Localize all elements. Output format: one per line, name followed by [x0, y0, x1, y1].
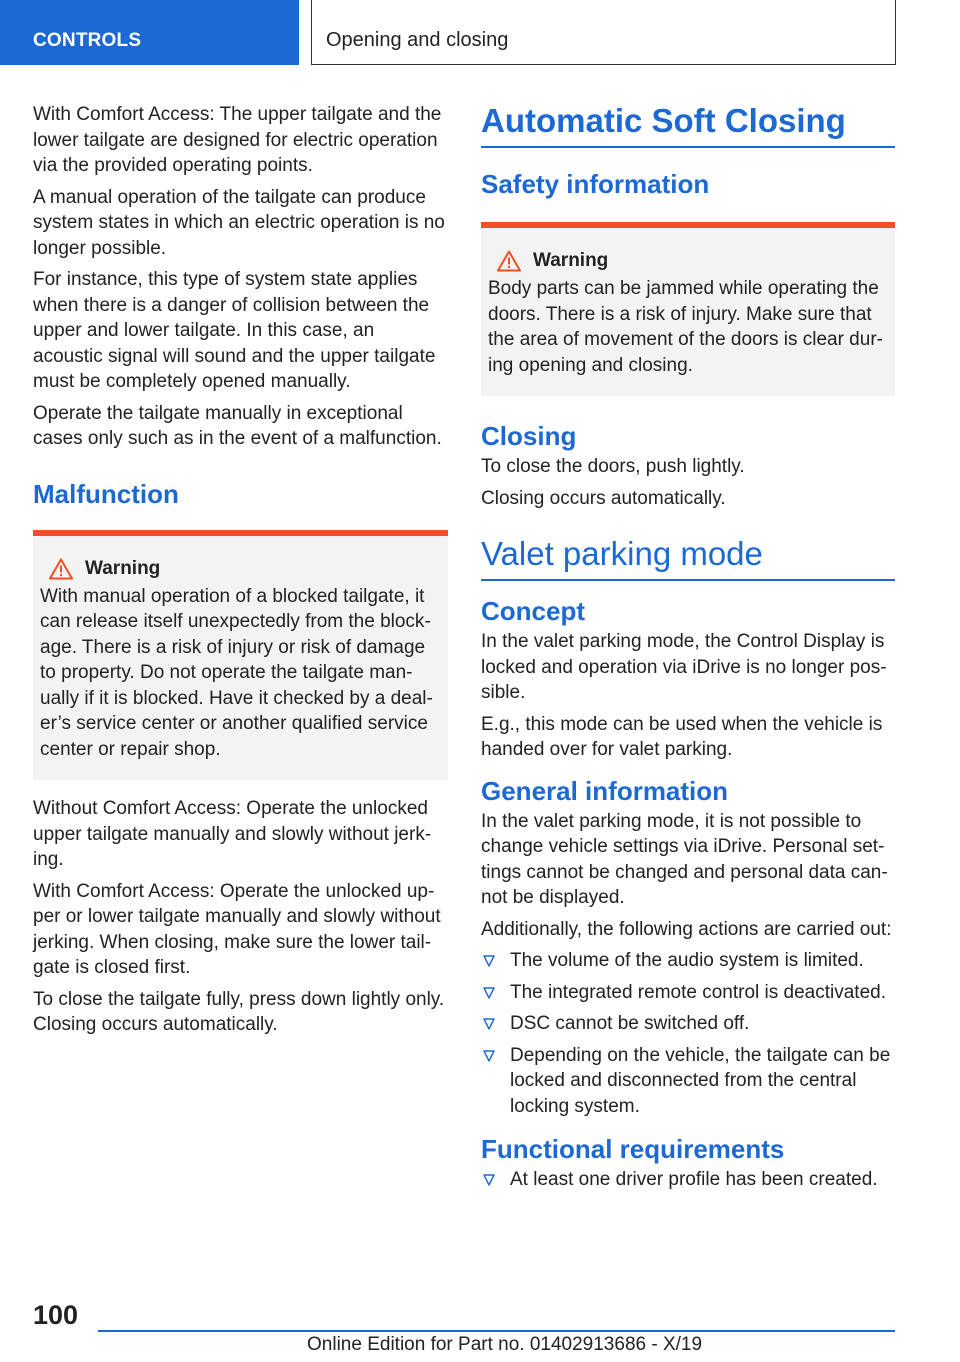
concept-heading: Concept [481, 596, 585, 626]
paragraph: Closing occurs automatically. [481, 487, 726, 509]
paragraph: With Comfort Access: Operate the unlocked upper or lower tailgate manually and slowly without jerking. When closing, make sure the lower tailgate is closed first. [33, 880, 441, 978]
header-section-tab [0, 0, 299, 65]
warning-box [33, 530, 448, 781]
malfunction-heading: Malfunction [33, 478, 179, 509]
warning-box [481, 222, 895, 396]
warning-text: Body parts can be jammed while operating the doors. There is a risk of injury. Make sure that the area of movement of the doors is clear during opening and closing. [488, 278, 883, 376]
bullet-triangle-icon [483, 955, 495, 967]
header-section-label: CONTROLS [33, 30, 142, 51]
header-chapter-label: Opening and closing [326, 29, 509, 51]
valet-parking-mode-heading: Valet parking mode [481, 533, 895, 581]
list-item-text: DSC cannot be switched off. [510, 1013, 750, 1034]
paragraph: To close the tailgate fully, press down lightly only. Closing occurs automatically. [33, 988, 445, 1035]
list-item-text: At least one driver profile has been created. [510, 1169, 878, 1190]
warning-triangle-icon [497, 250, 521, 272]
list-item [481, 1043, 895, 1120]
list-item-text: Depending on the vehicle, the tailgate can be locked and disconnected from the central locking system. [510, 1044, 891, 1117]
bullet-triangle-icon [483, 1018, 495, 1030]
footer-edition: Online Edition for Part no. 01402913686 - X/19 [307, 1334, 703, 1355]
bullet-triangle-icon [483, 1174, 495, 1186]
paragraph: Operate the tailgate manually in exceptional cases only such as in the event of a malfunction. [33, 402, 442, 449]
paragraph: For instance, this type of system state applies when there is a danger of collision between the upper and lower tailgate. In this case, an acoustic signal will sound and the upper tailgate must be completely opened manually. [33, 269, 436, 392]
warning-text: With manual operation of a blocked tailgate, it can release itself unexpectedly from the blockage. There is a risk of injury or risk of damage to property. Do not operate the tailgate manually if it is blocked. Have it checked by a dealer’s service center or another qualified service center or repair shop. [40, 585, 433, 760]
page-number: 100 [33, 1300, 79, 1330]
bullet-triangle-icon [483, 987, 495, 999]
safety-information-heading: Safety information [481, 169, 710, 199]
list-item [481, 1167, 895, 1193]
paragraph: To close the doors, push lightly. [481, 456, 745, 477]
general-information-heading: General information [481, 775, 729, 806]
bullet-triangle-icon [483, 1050, 495, 1062]
paragraph: In the valet parking mode, it is not possible to change vehicle settings via iDrive. Personal settings cannot be changed and personal data cannot be displayed. [481, 810, 888, 908]
functional-requirements-heading: Functional requirements [481, 1134, 785, 1164]
right-column [481, 100, 895, 1199]
warning-triangle-icon [49, 558, 73, 580]
paragraph: In the valet parking mode, the Control Display is locked and operation via iDrive is no longer possible. [481, 631, 887, 703]
footer-divider [98, 1330, 895, 1332]
requirements-list [481, 1167, 895, 1193]
paragraph: Without Comfort Access: Operate the unlocked upper tailgate manually and slowly without jerking. [33, 798, 432, 870]
left-column [33, 102, 448, 1044]
header-chapter-box [311, 0, 896, 65]
list-item-text: The integrated remote control is deactivated. [510, 981, 886, 1003]
paragraph: A manual operation of the tailgate can produce system states in which an electric operation is no longer possible. [33, 186, 445, 259]
actions-list [481, 948, 895, 1119]
list-item [481, 1011, 895, 1037]
warning-title: Warning [533, 250, 609, 271]
automatic-soft-closing-heading: Automatic Soft Closing [481, 100, 895, 148]
list-item [481, 980, 895, 1006]
warning-title: Warning [85, 557, 161, 579]
closing-heading: Closing [481, 421, 577, 451]
list-item-text: The volume of the audio system is limited. [510, 950, 864, 971]
paragraph: E.g., this mode can be used when the vehicle is handed over for valet parking. [481, 713, 883, 760]
paragraph: With Comfort Access: The upper tailgate and the lower tailgate are designed for electric operation via the provided operating points. [33, 104, 442, 176]
paragraph: Additionally, the following actions are carried out: [481, 918, 892, 940]
list-item [481, 948, 895, 974]
